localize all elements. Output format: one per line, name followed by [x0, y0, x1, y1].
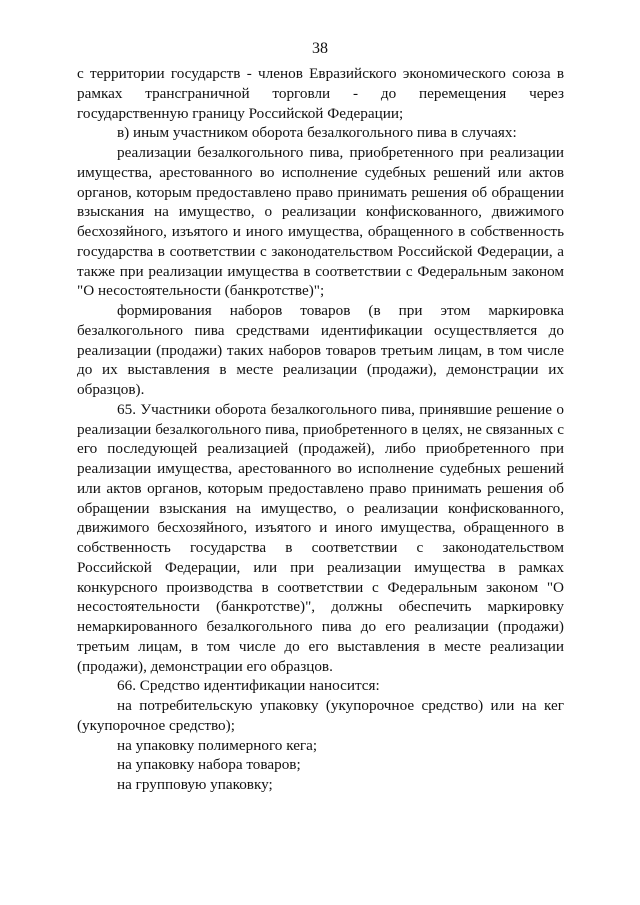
paragraph: с территории государств - членов Евразийского экономического союза в рамках трансграничной торговли - до перемещения через государственную границу Российской Федерации;: [77, 65, 564, 122]
paragraph: формирования наборов товаров (в при этом маркировка безалкогольного пива средствами идентификации осуществляется до реализации (продажи) таких наборов товаров третьим лицам, в том числе до их выставления в месте реализации (продажи), демонстрации их образцов).: [77, 302, 564, 398]
paragraph: на групповую упаковку;: [117, 776, 273, 793]
paragraph: на упаковку набора товаров;: [117, 756, 301, 774]
paragraph: 65. Участники оборота безалкогольного пива, принявшие решение о реализации безалкогольного пива, приобретенного в целях, не связанных с его последующей реализацией (продажей), либо приобретенного при реализации имущества, арестованного во исполнение судебных решений или актов органов, которым предоставлено право принимать решения об обращении взыскания на имущество, о реализации конфискованного, движимого бесхозяйного, изъятого и иного имущества, обращенного в собственность государства в соответствии с законодательством Российской Федерации, или при реализации имущества в рамках конкурсного производства в соответствии с Федеральным законом "О несостоятельности (банкротстве)", должны обеспечить маркировку немаркированного безалкогольного пива до его реализации (продажи) третьим лицам, в том числе до его выставления в месте реализации (продажи), демонстрации его образцов.: [77, 400, 564, 675]
paragraph: 66. Средство идентификации наносится:: [117, 677, 380, 695]
paragraph: реализации безалкогольного пива, приобретенного при реализации имущества, арестованного во исполнение судебных решений или актов органов, которым предоставлено право принимать решения об обращении взыскания на имущество, о реализации конфискованного, движимого бесхозяйного, изъятого и иного имущества, обращенного в собственность государства в соответствии с законодательством Российской Федерации, а также при реализации имущества в соответствии с Федеральным законом "О несостоятельности (банкротстве)";: [77, 144, 564, 300]
document-body: [77, 64, 564, 795]
paragraph: на потребительскую упаковку (укупорочное средство) или на кег (укупорочное средство);: [77, 697, 564, 734]
page-number: 38: [312, 40, 328, 57]
paragraph: на упаковку полимерного кега;: [117, 736, 318, 754]
paragraph: в) иным участником оборота безалкогольного пива в случаях:: [117, 124, 517, 142]
